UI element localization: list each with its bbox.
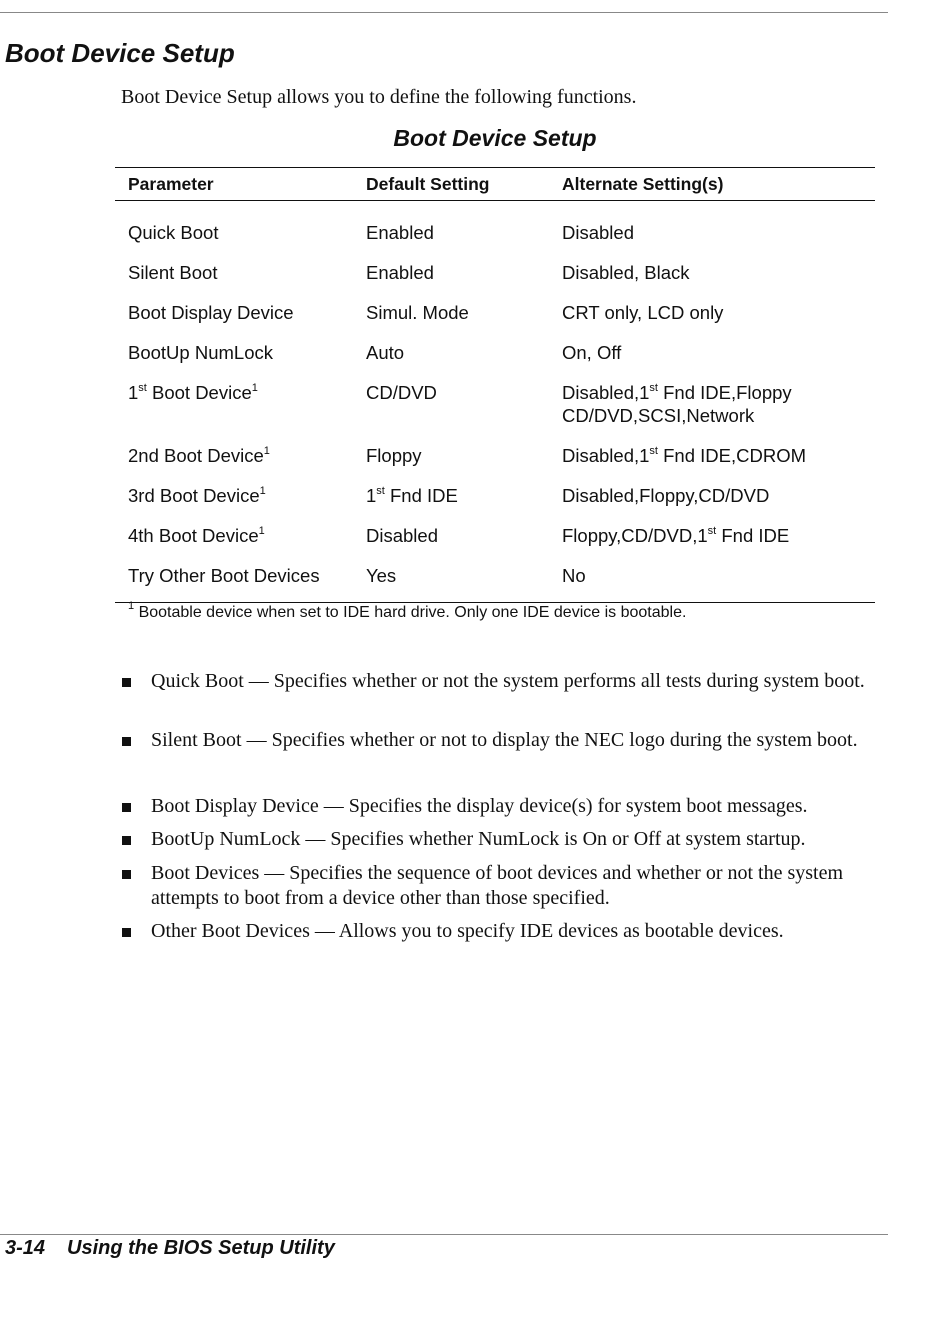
footnote-mark: 1 (128, 600, 135, 612)
row-parameter (128, 444, 270, 467)
header-default-setting: Default Setting (366, 174, 490, 194)
alternate-text: Floppy,CD/DVD,1 (562, 525, 708, 546)
row-parameter (128, 524, 265, 547)
table-body (115, 201, 875, 603)
ordinal-suffix: st (649, 445, 658, 457)
list-item (121, 728, 881, 753)
list-item-text: Boot Devices — Specifies the sequence of boot devices and whether or not the system attempts to boot from a device other than those specified. (151, 862, 844, 909)
parameter-name: 4th Boot Device (128, 525, 259, 546)
ordinal-suffix: st (649, 382, 658, 394)
parameter-name: 2nd Boot Device (128, 445, 264, 466)
footnote-ref: 1 (251, 382, 258, 394)
row-default: Auto (366, 342, 405, 363)
list-item-text: Quick Boot — Specifies whether or not the system performs all tests during system boot. (151, 670, 865, 692)
row-default: Disabled (366, 525, 438, 546)
square-bullet-icon (122, 737, 131, 746)
chapter-title: Using the BIOS Setup Utility (67, 1237, 335, 1259)
row-default (366, 484, 458, 507)
ordinal-suffix: st (376, 485, 385, 497)
list-item-text: BootUp NumLock — Specifies whether NumLock is On or Off at system startup. (151, 828, 806, 850)
list-item (121, 919, 881, 944)
page-number: 3-14 (5, 1237, 46, 1259)
ordinal-suffix: st (138, 382, 147, 394)
square-bullet-icon (122, 678, 131, 687)
list-item-text: Other Boot Devices — Allows you to specify IDE devices as bootable devices. (151, 920, 784, 942)
parameter-name: Boot Device (146, 382, 252, 403)
alternate-text: Disabled,1 (562, 445, 650, 466)
row-alternate (562, 381, 792, 427)
table-footnote (128, 600, 687, 622)
row-parameter (128, 381, 258, 404)
row-alternate: On, Off (562, 342, 622, 363)
page-footer (5, 1237, 335, 1260)
default-text: 1 (366, 485, 377, 506)
alternate-text: Fnd IDE (716, 525, 790, 546)
intro-text: Boot Device Setup allows you to define the following functions. (121, 86, 637, 108)
row-alternate: Disabled, Black (562, 262, 690, 283)
square-bullet-icon (122, 870, 131, 879)
top-rule (0, 12, 888, 13)
list-item (121, 861, 881, 911)
boot-device-table (115, 167, 875, 603)
row-parameter: Silent Boot (128, 262, 218, 283)
alternate-text: Fnd IDE,Floppy (657, 382, 792, 403)
section-title: Boot Device Setup (5, 38, 235, 68)
row-parameter: BootUp NumLock (128, 342, 273, 363)
ordinal-suffix: st (707, 525, 717, 537)
row-alternate: No (562, 565, 586, 586)
footnote-ref: 1 (258, 525, 265, 537)
row-alternate: CRT only, LCD only (562, 302, 724, 323)
row-alternate: Disabled,Floppy,CD/DVD (562, 485, 770, 506)
alternate-text: Disabled,1 (562, 382, 650, 403)
footer-rule (0, 1234, 888, 1235)
row-parameter: Try Other Boot Devices (128, 565, 320, 586)
row-default: Enabled (366, 262, 434, 283)
row-default: Simul. Mode (366, 302, 469, 323)
row-alternate (562, 444, 806, 467)
list-item (121, 669, 881, 694)
square-bullet-icon (122, 803, 131, 812)
table-title: Boot Device Setup (393, 125, 597, 151)
row-default: CD/DVD (366, 382, 437, 403)
alternate-text: Fnd IDE,CDROM (657, 445, 807, 466)
row-parameter: Quick Boot (128, 222, 219, 243)
row-alternate (562, 524, 789, 547)
row-alternate: Disabled (562, 222, 634, 243)
square-bullet-icon (122, 928, 131, 937)
alternate-text-line2: CD/DVD,SCSI,Network (562, 405, 755, 426)
row-default: Floppy (366, 445, 422, 466)
row-default: Enabled (366, 222, 434, 243)
row-default: Yes (366, 565, 397, 586)
ordinal-number: 1 (128, 382, 139, 403)
header-parameter: Parameter (128, 174, 214, 194)
square-bullet-icon (122, 836, 131, 845)
list-item (121, 794, 881, 819)
row-parameter: Boot Display Device (128, 302, 294, 323)
parameter-name: 3rd Boot Device (128, 485, 260, 506)
list-item-text: Silent Boot — Specifies whether or not to display the NEC logo during the system boot. (151, 729, 858, 751)
footnote-ref: 1 (259, 485, 266, 497)
list-item-text: Boot Display Device — Specifies the display device(s) for system boot messages. (151, 795, 808, 817)
default-text: Fnd IDE (384, 485, 458, 506)
row-parameter (128, 484, 266, 507)
header-alternate-settings: Alternate Setting(s) (562, 174, 724, 194)
footnote-ref: 1 (263, 445, 270, 457)
table-header (115, 167, 875, 201)
list-item (121, 827, 881, 852)
footnote-text: Bootable device when set to IDE hard drive. Only one IDE device is bootable. (134, 604, 687, 621)
